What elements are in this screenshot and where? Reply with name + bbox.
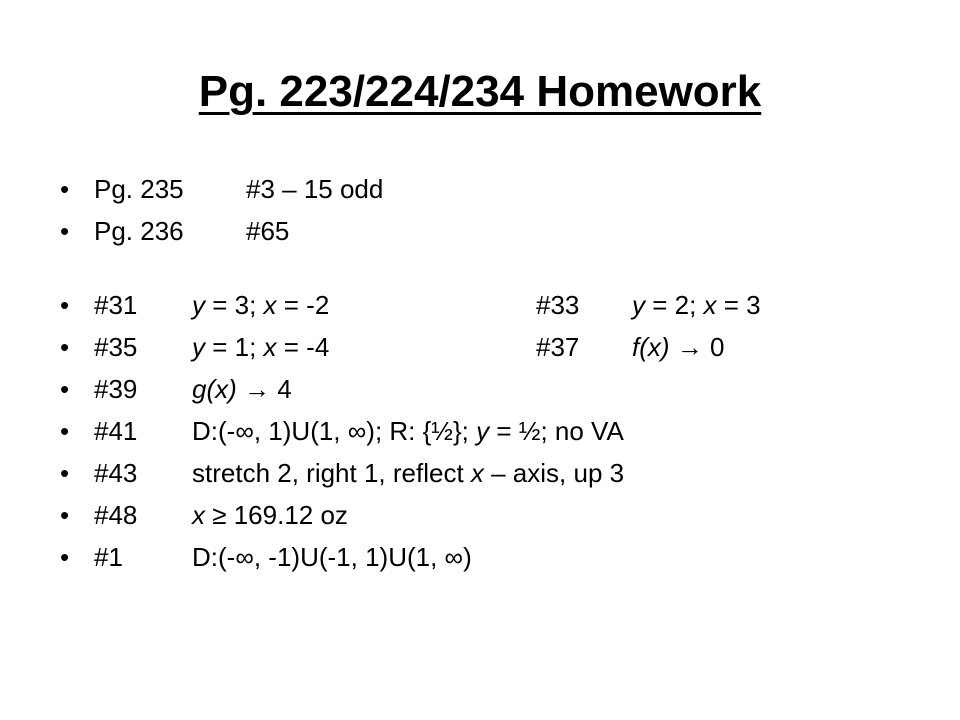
answer-item	[60, 536, 920, 578]
answer-text: y = 3; x = -2	[192, 290, 330, 320]
assignment-item	[60, 210, 920, 252]
answer-number: #39	[94, 374, 138, 404]
answer-text: y = 2; x = 3	[632, 290, 761, 320]
answer-number: #1	[94, 542, 123, 572]
answer-number: #35	[94, 332, 138, 362]
answer-item	[60, 326, 920, 368]
answer-number: #48	[94, 500, 138, 530]
spacer	[60, 252, 920, 284]
answer-text: x ≥ 169.12 oz	[192, 500, 348, 530]
slide-title: Pg. 223/224/234 Homework	[198, 67, 762, 116]
answer-number: #41	[94, 416, 138, 446]
assignment-page: Pg. 236	[94, 216, 184, 246]
answer-item	[60, 452, 920, 494]
answer-item	[60, 494, 920, 536]
answer-text: D:(-∞, 1)U(1, ∞); R: {½}; y = ½; no VA	[192, 416, 624, 446]
answer-text: D:(-∞, -1)U(-1, 1)U(1, ∞)	[192, 542, 472, 572]
answer-text: stretch 2, right 1, reflect x – axis, up 3	[192, 458, 625, 488]
answer-number: #31	[94, 290, 138, 320]
answer-number: #33	[536, 290, 580, 320]
answer-item	[60, 410, 920, 452]
bullet-list	[60, 168, 920, 578]
answer-item	[60, 284, 920, 326]
answer-text: y = 1; x = -4	[192, 332, 330, 362]
assignment-problems: #65	[246, 216, 290, 246]
answer-text: g(x) → 4	[192, 374, 292, 404]
answer-text: f(x) → 0	[632, 332, 725, 362]
assignment-problems: #3 – 15 odd	[246, 174, 384, 204]
answer-number: #43	[94, 458, 138, 488]
assignment-item	[60, 168, 920, 210]
answer-item	[60, 368, 920, 410]
assignment-page: Pg. 235	[94, 174, 184, 204]
answer-number: #37	[536, 332, 580, 362]
